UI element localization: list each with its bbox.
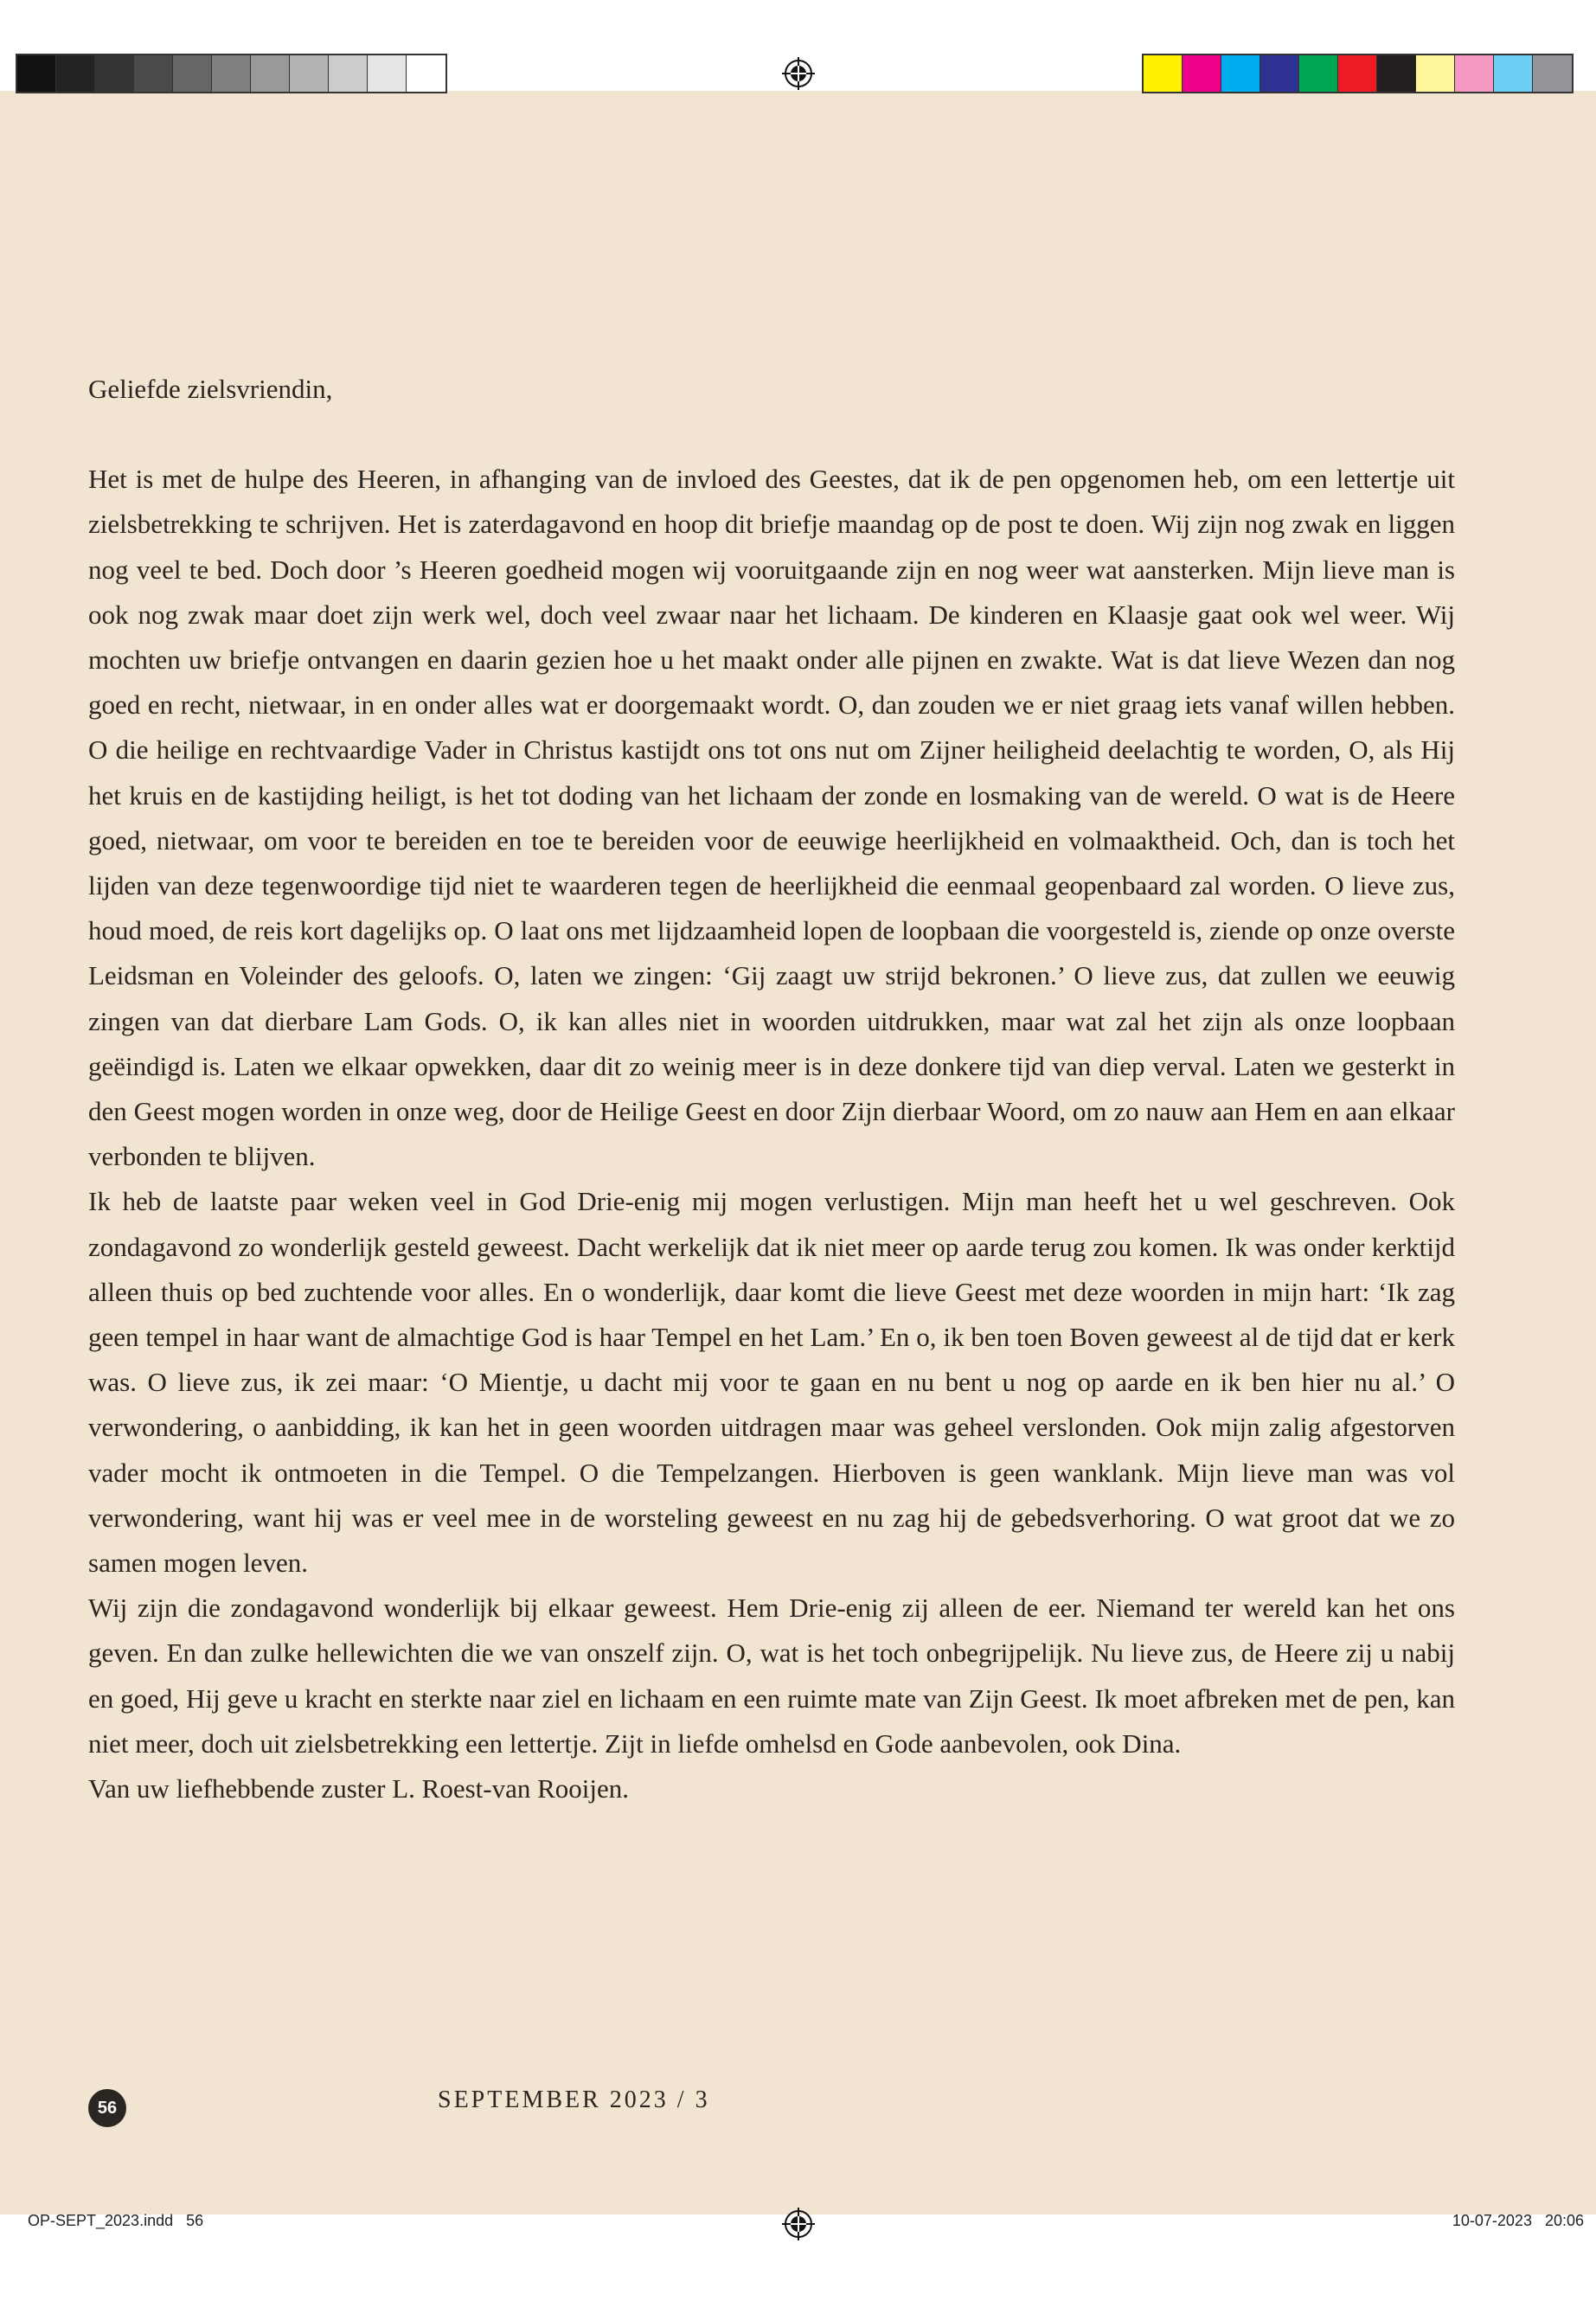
slug-file-info: OP-SEPT_2023.indd 56 [28,2212,204,2229]
color-swatch [1533,55,1572,92]
color-swatch [1338,55,1377,92]
letter-paragraph: Wij zijn die zondagavond wonderlijk bij elkaar geweest. Hem Drie-enig zij alleen de eer. Niemand ter wereld kan het ons geven. En dan zulke hellewichten die we van onszelf zijn. O, wat is het toch onbegrijpelijk. Nu lieve zus, de Heere zij u nabij en goed, Hij geve u kracht en sterkte naar ziel en lichaam en een ruimte mate van Zijn Geest. Ik moet afbreken met de pen, kan niet meer, doch uit zielsbetrekking een lettertje. Zijt in liefde omhelsd en Gode aanbevolen, ook Dina. [88,1593,1455,1759]
gray-swatch [212,55,251,92]
slug-datetime: 10-07-2023 20:06 [1452,2212,1584,2229]
crosshair-target-icon [782,2208,815,2240]
letter-paragraph: Het is met de hulpe des Heeren, in afhanging van de invloed des Geestes, dat ik de pen opgenomen heb, om een lettertje uit zielsbetrekking te schrijven. Het is zaterdagavond en hoop dit briefje maandag op de post te doen. Wij zijn nog zwak en liggen nog veel te bed. Doch door ’s Heeren goedheid mogen wij vooruitgaande zijn en nog weer wat aansterken. Mijn lieve man is ook nog zwak maar doet zijn werk wel, doch veel zwaar naar het lichaam. De kinderen en Klaasje gaat ook wel weer. Wij mochten uw briefje ontvangen en daarin gezien hoe u het maakt onder alle pijnen en zwakte. Wat is dat lieve Wezen dan nog goed en recht, nietwaar, in en onder alles wat er doorgemaakt wordt. O, dan zouden we er niet graag iets vanaf willen hebben. O die heilige en rechtvaardige Vader in Christus kastijdt ons tot ons nut om Zijner heiligheid deelachtig te worden, O, als Hij het kruis en de kastijding heiligt, is het tot doding van het lichaam der zonde en losmaking van de wereld. O wat is de Heere goed, nietwaar, om voor te bereiden en toe te bereiden voor de eeuwige heerlijkheid en volmaaktheid. Och, dan is toch het lijden van deze tegenwoordige tijd niet te waarderen tegen de heerlijkheid die eenmaal geopenbaard zal worden. O lieve zus, houd moed, de reis kort dagelijks op. O laat ons met lijdzaamheid lopen de loopbaan die voorgesteld is, ziende op onze overste Leidsman en Voleinder des geloofs. O, laten we zingen: ‘Gij zaagt uw strijd bekronen.’ O lieve zus, dat zullen we eeuwig zingen van dat dierbare Lam Gods. O, ik kan alles niet in woorden uitdrukken, maar wat zal het zijn als onze loopbaan geëindigd is. Laten we elkaar opwekken, daar dit zo weinig meer is in deze donkere tijd van diep verval. Laten we gesterkt in den Geest mogen worden in onze weg, door de Heilige Geest en door Zijn dierbaar Woord, om zo nauw aan Hem en aan elkaar verbonden te blijven. [88,464,1455,1172]
gray-swatch [407,55,445,92]
crosshair-target-icon [782,57,815,90]
color-swatch [1221,55,1260,92]
gray-swatch [134,55,173,92]
gray-swatch [290,55,329,92]
color-calibration-bar [1142,54,1574,93]
color-swatch [1416,55,1455,92]
color-swatch [1377,55,1416,92]
color-swatch [1183,55,1221,92]
issue-label: SEPTEMBER 2023 / 3 [438,2086,710,2113]
color-swatch [1144,55,1183,92]
gray-swatch [329,55,368,92]
color-swatch [1494,55,1533,92]
gray-swatch [173,55,212,92]
page-number-badge: 56 [88,2089,126,2127]
letter-signature: Van uw liefhebbende zuster L. Roest-van Rooijen. [88,1773,629,1804]
color-swatch [1299,55,1338,92]
letter-greeting: Geliefde zielsvriendin, [88,374,333,404]
letter-body [88,367,1455,1811]
gray-swatch [17,55,56,92]
gray-swatch [56,55,95,92]
gray-swatch [368,55,407,92]
color-swatch [1455,55,1494,92]
gray-swatch [251,55,290,92]
gray-swatch [95,55,134,92]
letter-paragraph: Ik heb de laatste paar weken veel in God Drie-enig mij mogen verlustigen. Mijn man heeft het u wel geschreven. Ook zondagavond zo wonderlijk gesteld geweest. Dacht werkelijk dat ik niet meer op aarde terug zou komen. Ik was onder kerktijd alleen thuis op bed zuchtende voor alles. En o wonderlijk, daar komt die lieve Geest met deze woorden in mijn hart: ‘Ik zag geen tempel in haar want de almachtige God is haar Tempel en het Lam.’ En o, ik ben toen Boven geweest al de tijd dat er kerk was. O lieve zus, ik zei maar: ‘O Mientje, u dacht mij voor te gaan en nu bent u nog op aarde en ik ben hier nu al.’ O verwondering, o aanbidding, ik kan het in geen woorden uitdragen maar was geheel verslonden. Ook mijn zalig afgestorven vader mocht ik ontmoeten in die Tempel. O die Tempelzangen. Hierboven is geen wanklank. Mijn lieve man was vol verwondering, want hij was er veel mee in de worsteling geweest en nu zag hij de gebedsverhoring. O wat groot dat we zo samen mogen leven. [88,1186,1455,1579]
grayscale-calibration-bar [16,54,447,93]
color-swatch [1260,55,1299,92]
